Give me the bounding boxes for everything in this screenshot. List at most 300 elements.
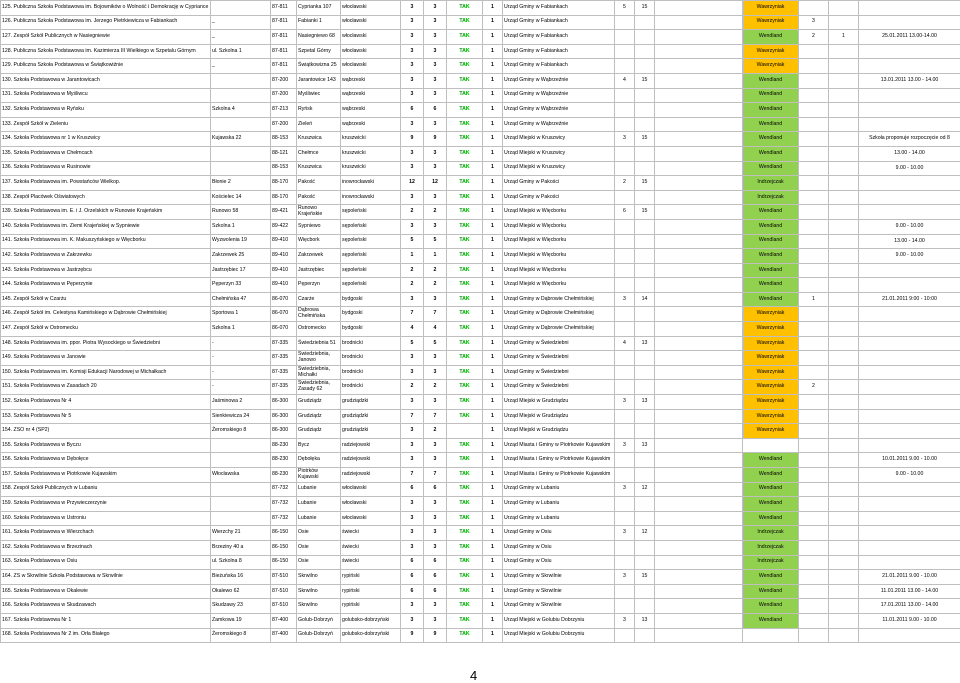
count-a-cell: 6 — [401, 555, 424, 570]
street-address-cell: Zakrzewek 25 — [211, 249, 271, 264]
count-y-cell — [635, 234, 655, 249]
count-c-cell — [799, 88, 829, 103]
count-y-cell — [635, 249, 655, 264]
spacer-cell — [655, 132, 743, 147]
meeting-date-cell — [859, 540, 960, 555]
number-cell: 1 — [483, 540, 503, 555]
office-cell: Urząd Miejski w Grudziądzu — [503, 395, 615, 410]
meeting-date-cell: Szkoła proponuje rozpoczęcie od 8 — [859, 132, 960, 147]
county-cell: golubsko-dobrzyński — [341, 613, 401, 628]
school-name-cell: 129. Publiczna Szkoła Podstawowa w Świątkowiźnie — [1, 59, 211, 74]
number-cell: 1 — [483, 103, 503, 118]
coordinator-cell: Wendland — [743, 584, 799, 599]
count-x-cell — [615, 511, 635, 526]
meeting-date-cell — [859, 103, 960, 118]
city-cell: Osie — [297, 555, 341, 570]
number-cell: 1 — [483, 365, 503, 380]
table-row — [1, 438, 960, 453]
count-d-cell — [829, 1, 859, 16]
postal-code-cell: 86-150 — [271, 555, 297, 570]
table-row — [1, 613, 960, 628]
table-row — [1, 395, 960, 410]
office-cell: Urząd Gminy w Dąbrowie Chełmińskiej — [503, 322, 615, 337]
street-address-cell: Skudzawy 23 — [211, 599, 271, 614]
postal-code-cell: 86-150 — [271, 526, 297, 541]
office-cell: Urząd Gminy w Dąbrowie Chełmińskiej — [503, 307, 615, 322]
office-cell: Urząd Gminy w Pakości — [503, 176, 615, 191]
city-cell: Dębołęka — [297, 453, 341, 468]
spacer-cell — [655, 249, 743, 264]
coordinator-cell: Wendland — [743, 30, 799, 45]
count-x-cell — [615, 249, 635, 264]
count-a-cell: 9 — [401, 132, 424, 147]
number-cell: 1 — [483, 73, 503, 88]
spacer-cell — [655, 613, 743, 628]
coordinator-cell: Indrzejczak — [743, 555, 799, 570]
count-c-cell: 1 — [799, 292, 829, 307]
spacer-cell — [655, 190, 743, 205]
street-address-cell: Szkolna 1 — [211, 219, 271, 234]
count-b-cell: 6 — [424, 103, 447, 118]
city-cell: Dąbrowa Chełmińska — [297, 307, 341, 322]
count-c-cell — [799, 219, 829, 234]
table-row — [1, 190, 960, 205]
city-cell: Piotrków Kujawski — [297, 468, 341, 483]
county-cell: wąbrzeski — [341, 88, 401, 103]
county-cell: włocławski — [341, 59, 401, 74]
count-d-cell: 1 — [829, 30, 859, 45]
count-d-cell — [829, 263, 859, 278]
count-y-cell — [635, 219, 655, 234]
count-a-cell: 3 — [401, 526, 424, 541]
count-d-cell — [829, 453, 859, 468]
meeting-date-cell — [859, 424, 960, 439]
count-b-cell: 9 — [424, 132, 447, 147]
office-cell: Urząd Gminy w Wąbrzeźnie — [503, 73, 615, 88]
meeting-date-cell: 11.01.2011 13.00 - 14.00 — [859, 584, 960, 599]
meeting-date-cell — [859, 482, 960, 497]
county-cell: kruszwicki — [341, 132, 401, 147]
confirmation-cell: TAK — [447, 44, 483, 59]
postal-code-cell: 87-213 — [271, 103, 297, 118]
postal-code-cell: 87-510 — [271, 570, 297, 585]
count-a-cell: 7 — [401, 468, 424, 483]
count-a-cell: 3 — [401, 292, 424, 307]
count-d-cell — [829, 482, 859, 497]
meeting-date-cell — [859, 380, 960, 395]
city-cell: Cyprianka 107 — [297, 1, 341, 16]
postal-code-cell: 87-811 — [271, 59, 297, 74]
count-y-cell: 15 — [635, 570, 655, 585]
number-cell: 1 — [483, 613, 503, 628]
table-row — [1, 497, 960, 512]
coordinator-cell: Wawrzyniak — [743, 322, 799, 337]
postal-code-cell: 87-811 — [271, 44, 297, 59]
city-cell: Sypniewo — [297, 219, 341, 234]
school-name-cell: 151. Szkoła Podstawowa w Zasadach 20 — [1, 380, 211, 395]
count-x-cell — [615, 424, 635, 439]
number-cell: 1 — [483, 424, 503, 439]
confirmation-cell: TAK — [447, 526, 483, 541]
number-cell: 1 — [483, 263, 503, 278]
city-cell: Jarantowice 143 — [297, 73, 341, 88]
count-y-cell: 13 — [635, 395, 655, 410]
city-cell: Jastrzębiec — [297, 263, 341, 278]
city-cell: Świątkowizna 25 — [297, 59, 341, 74]
count-d-cell — [829, 161, 859, 176]
street-address-cell: _ — [211, 15, 271, 30]
count-x-cell — [615, 190, 635, 205]
count-x-cell — [615, 278, 635, 293]
count-y-cell — [635, 103, 655, 118]
street-address-cell: _ — [211, 30, 271, 45]
county-cell: włocławski — [341, 30, 401, 45]
spacer-cell — [655, 59, 743, 74]
office-cell: Urząd Gminy w Fabiankach — [503, 59, 615, 74]
count-x-cell: 3 — [615, 395, 635, 410]
county-cell: włocławski — [341, 497, 401, 512]
meeting-date-cell — [859, 351, 960, 366]
meeting-date-cell: 13.00 - 14.00 — [859, 234, 960, 249]
office-cell: Urząd Miejski w Więcborku — [503, 249, 615, 264]
count-y-cell — [635, 351, 655, 366]
city-cell: Zieleń — [297, 117, 341, 132]
count-x-cell: 3 — [615, 613, 635, 628]
confirmation-cell: TAK — [447, 161, 483, 176]
count-c-cell: 2 — [799, 30, 829, 45]
count-c-cell — [799, 249, 829, 264]
confirmation-cell: TAK — [447, 584, 483, 599]
office-cell: Urząd Miejski w Golubiu Dobrzyniu — [503, 628, 615, 643]
coordinator-cell — [743, 438, 799, 453]
count-b-cell: 3 — [424, 1, 447, 16]
coordinator-cell: Wendland — [743, 263, 799, 278]
postal-code-cell: 86-070 — [271, 292, 297, 307]
spacer-cell — [655, 409, 743, 424]
number-cell: 1 — [483, 117, 503, 132]
postal-code-cell: 87-335 — [271, 351, 297, 366]
spacer-cell — [655, 30, 743, 45]
count-c-cell — [799, 468, 829, 483]
postal-code-cell: 87-732 — [271, 497, 297, 512]
street-address-cell: Żeromskiego 8 — [211, 424, 271, 439]
count-d-cell — [829, 292, 859, 307]
street-address-cell: Okalewo 62 — [211, 584, 271, 599]
office-cell: Urząd Gminy w Fabiankach — [503, 30, 615, 45]
count-d-cell — [829, 15, 859, 30]
count-b-cell: 6 — [424, 570, 447, 585]
count-x-cell — [615, 234, 635, 249]
county-cell: bydgoski — [341, 307, 401, 322]
county-cell: sępoleński — [341, 263, 401, 278]
count-a-cell: 7 — [401, 307, 424, 322]
count-x-cell — [615, 555, 635, 570]
count-y-cell — [635, 190, 655, 205]
county-cell: grudziądzki — [341, 395, 401, 410]
count-a-cell: 3 — [401, 146, 424, 161]
count-d-cell — [829, 176, 859, 191]
count-y-cell — [635, 628, 655, 643]
confirmation-cell: TAK — [447, 395, 483, 410]
coordinator-cell: Wendland — [743, 73, 799, 88]
number-cell: 1 — [483, 307, 503, 322]
street-address-cell: Bieżuńska 16 — [211, 570, 271, 585]
school-name-cell: 156. Szkoła Podstawowa w Dębołęce — [1, 453, 211, 468]
count-b-cell: 3 — [424, 438, 447, 453]
meeting-date-cell — [859, 395, 960, 410]
meeting-date-cell: 11.01.2011 9.00 - 10.00 — [859, 613, 960, 628]
count-d-cell — [829, 234, 859, 249]
postal-code-cell: 87-200 — [271, 88, 297, 103]
coordinator-cell: Wendland — [743, 292, 799, 307]
street-address-cell — [211, 161, 271, 176]
county-cell: golubsko-dobrzyński — [341, 628, 401, 643]
school-name-cell: 162. Szkoła Podstawowa w Brzezinach — [1, 540, 211, 555]
school-name-cell: 164. ZS w Skrwilnie Szkoła Podstawowa w Skrwilnie — [1, 570, 211, 585]
count-y-cell — [635, 88, 655, 103]
confirmation-cell: TAK — [447, 205, 483, 220]
count-y-cell — [635, 409, 655, 424]
count-c-cell — [799, 336, 829, 351]
confirmation-cell: TAK — [447, 351, 483, 366]
postal-code-cell: 86-300 — [271, 395, 297, 410]
meeting-date-cell: 13.00 - 14.00 — [859, 146, 960, 161]
street-address-cell: Sienkiewicza 24 — [211, 409, 271, 424]
postal-code-cell: 89-410 — [271, 249, 297, 264]
county-cell: świecki — [341, 526, 401, 541]
street-address-cell: Wyzwolenia 19 — [211, 234, 271, 249]
count-c-cell — [799, 234, 829, 249]
office-cell: Urząd Miejski w Kruszwicy — [503, 132, 615, 147]
number-cell: 1 — [483, 176, 503, 191]
street-address-cell: Runowo 58 — [211, 205, 271, 220]
spacer-cell — [655, 468, 743, 483]
school-name-cell: 148. Szkoła Podstawowa im. ppor. Piotra Wysockiego w Świedziebni — [1, 336, 211, 351]
street-address-cell: Zamkowa 19 — [211, 613, 271, 628]
spacer-cell — [655, 540, 743, 555]
coordinator-cell: Wendland — [743, 570, 799, 585]
number-cell: 1 — [483, 526, 503, 541]
confirmation-cell: TAK — [447, 322, 483, 337]
spacer-cell — [655, 322, 743, 337]
confirmation-cell: TAK — [447, 497, 483, 512]
postal-code-cell: 87-510 — [271, 599, 297, 614]
count-d-cell — [829, 599, 859, 614]
meeting-date-cell — [859, 190, 960, 205]
city-cell: Chełmce — [297, 146, 341, 161]
street-address-cell — [211, 453, 271, 468]
street-address-cell: Wierzchy 21 — [211, 526, 271, 541]
street-address-cell: Brzeziny 40 a — [211, 540, 271, 555]
count-a-cell: 2 — [401, 205, 424, 220]
count-a-cell: 3 — [401, 30, 424, 45]
coordinator-cell: Wawrzyniak — [743, 380, 799, 395]
count-x-cell — [615, 409, 635, 424]
confirmation-cell: TAK — [447, 482, 483, 497]
coordinator-cell: Wawrzyniak — [743, 307, 799, 322]
number-cell: 1 — [483, 1, 503, 16]
school-name-cell: 155. Szkoła Podstawowa w Byczu — [1, 438, 211, 453]
city-cell: Szpetal Górny — [297, 44, 341, 59]
confirmation-cell: TAK — [447, 219, 483, 234]
number-cell: 1 — [483, 161, 503, 176]
county-cell: rypiński — [341, 599, 401, 614]
table-row — [1, 584, 960, 599]
count-c-cell — [799, 161, 829, 176]
office-cell: Urząd Gminy w Lubaniu — [503, 497, 615, 512]
city-cell: Świedziebnia, Janowo — [297, 351, 341, 366]
count-a-cell: 3 — [401, 424, 424, 439]
county-cell: wąbrzeski — [341, 73, 401, 88]
count-d-cell — [829, 438, 859, 453]
number-cell: 1 — [483, 292, 503, 307]
county-cell: rypiński — [341, 570, 401, 585]
postal-code-cell: 87-335 — [271, 365, 297, 380]
meeting-date-cell — [859, 497, 960, 512]
number-cell: 1 — [483, 380, 503, 395]
postal-code-cell: 86-070 — [271, 322, 297, 337]
school-name-cell: 149. Szkoła Podstawowa w Janowie — [1, 351, 211, 366]
postal-code-cell: 88-230 — [271, 453, 297, 468]
street-address-cell: Sportowa 1 — [211, 307, 271, 322]
confirmation-cell: TAK — [447, 234, 483, 249]
office-cell: Urząd Gminy w Świedziebni — [503, 351, 615, 366]
postal-code-cell: 87-811 — [271, 15, 297, 30]
city-cell: Czarże — [297, 292, 341, 307]
county-cell: grudziądzki — [341, 409, 401, 424]
spacer-cell — [655, 292, 743, 307]
city-cell: Świedziebnia, Zasady 62 — [297, 380, 341, 395]
county-cell: włocławski — [341, 482, 401, 497]
count-y-cell — [635, 117, 655, 132]
meeting-date-cell: 25.01.2011 13.00-14.00 — [859, 30, 960, 45]
count-c-cell — [799, 44, 829, 59]
count-d-cell — [829, 380, 859, 395]
count-b-cell: 12 — [424, 176, 447, 191]
count-d-cell — [829, 88, 859, 103]
count-c-cell — [799, 540, 829, 555]
count-c-cell — [799, 307, 829, 322]
office-cell: Urząd Miejski w Więcborku — [503, 205, 615, 220]
count-a-cell: 3 — [401, 599, 424, 614]
city-cell: Pęperzyn — [297, 278, 341, 293]
table-row — [1, 88, 960, 103]
count-b-cell: 3 — [424, 599, 447, 614]
spacer-cell — [655, 15, 743, 30]
school-name-cell: 131. Szkoła Podstawowa w Myśliwcu — [1, 88, 211, 103]
table-row — [1, 205, 960, 220]
count-x-cell: 5 — [615, 1, 635, 16]
county-cell: grudziądzki — [341, 424, 401, 439]
confirmation-cell: TAK — [447, 540, 483, 555]
table-row — [1, 307, 960, 322]
count-x-cell: 3 — [615, 526, 635, 541]
coordinator-cell: Wendland — [743, 468, 799, 483]
office-cell: Urząd Gminy w Świedziebni — [503, 336, 615, 351]
street-address-cell: Żeromskiego 8 — [211, 628, 271, 643]
number-cell: 1 — [483, 351, 503, 366]
number-cell: 1 — [483, 438, 503, 453]
coordinator-cell: Wendland — [743, 249, 799, 264]
count-a-cell: 12 — [401, 176, 424, 191]
count-b-cell: 3 — [424, 161, 447, 176]
count-x-cell: 6 — [615, 205, 635, 220]
meeting-date-cell — [859, 322, 960, 337]
count-c-cell — [799, 365, 829, 380]
count-b-cell: 4 — [424, 322, 447, 337]
meeting-date-cell — [859, 44, 960, 59]
table-row — [1, 263, 960, 278]
number-cell: 1 — [483, 570, 503, 585]
count-a-cell: 6 — [401, 103, 424, 118]
coordinator-cell: Wendland — [743, 234, 799, 249]
count-y-cell — [635, 497, 655, 512]
office-cell: Urząd Miejski w Grudziądzu — [503, 409, 615, 424]
postal-code-cell: 87-732 — [271, 511, 297, 526]
count-d-cell — [829, 613, 859, 628]
table-row — [1, 292, 960, 307]
meeting-date-cell — [859, 117, 960, 132]
school-name-cell: 160. Szkoła Podstawowa w Ustroniu — [1, 511, 211, 526]
count-x-cell — [615, 219, 635, 234]
count-y-cell: 15 — [635, 1, 655, 16]
coordinator-cell: Wawrzyniak — [743, 409, 799, 424]
spacer-cell — [655, 336, 743, 351]
count-a-cell: 2 — [401, 263, 424, 278]
postal-code-cell: 86-150 — [271, 540, 297, 555]
county-cell: sępoleński — [341, 249, 401, 264]
office-cell: Urząd Gminy w Skrwilnie — [503, 599, 615, 614]
postal-code-cell: 87-811 — [271, 1, 297, 16]
count-d-cell — [829, 322, 859, 337]
table-row — [1, 59, 960, 74]
count-d-cell — [829, 555, 859, 570]
city-cell: Bycz — [297, 438, 341, 453]
count-x-cell: 3 — [615, 132, 635, 147]
office-cell: Urząd Miejski w Więcborku — [503, 234, 615, 249]
count-a-cell: 6 — [401, 570, 424, 585]
count-d-cell — [829, 351, 859, 366]
count-y-cell — [635, 453, 655, 468]
meeting-date-cell — [859, 336, 960, 351]
meeting-date-cell — [859, 365, 960, 380]
count-c-cell — [799, 599, 829, 614]
number-cell: 1 — [483, 322, 503, 337]
spacer-cell — [655, 424, 743, 439]
coordinator-cell: Wendland — [743, 613, 799, 628]
confirmation-cell: TAK — [447, 336, 483, 351]
office-cell: Urząd Gminy w Dąbrowie Chełmińskiej — [503, 292, 615, 307]
postal-code-cell: 87-200 — [271, 117, 297, 132]
school-name-cell: 152. Szkoła Podstawowa Nr 4 — [1, 395, 211, 410]
count-c-cell — [799, 628, 829, 643]
count-y-cell: 14 — [635, 292, 655, 307]
page-number: 4 — [470, 668, 478, 683]
count-b-cell: 6 — [424, 584, 447, 599]
meeting-date-cell — [859, 205, 960, 220]
number-cell: 1 — [483, 497, 503, 512]
count-y-cell: 15 — [635, 73, 655, 88]
count-y-cell — [635, 307, 655, 322]
office-cell: Urząd Miasta i Gminy w Piotrkowie Kujawskim — [503, 438, 615, 453]
county-cell: inowrocławski — [341, 176, 401, 191]
meeting-date-cell — [859, 438, 960, 453]
county-cell: sępoleński — [341, 205, 401, 220]
count-d-cell — [829, 468, 859, 483]
count-a-cell: 3 — [401, 365, 424, 380]
county-cell: włocławski — [341, 1, 401, 16]
count-b-cell: 6 — [424, 555, 447, 570]
